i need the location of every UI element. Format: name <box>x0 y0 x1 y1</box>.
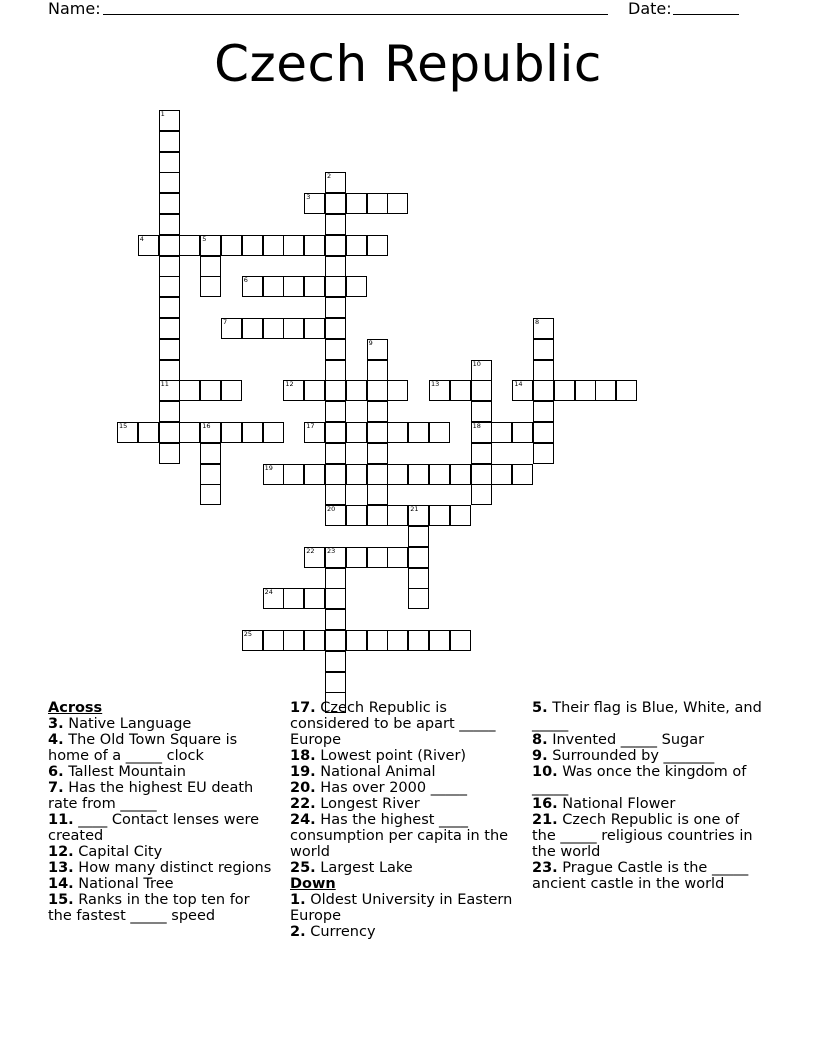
cell-number: 3 <box>306 193 311 202</box>
cell-number: 20 <box>327 505 336 514</box>
clue-number: 7. <box>48 780 64 796</box>
grid-cell[interactable] <box>159 318 180 339</box>
clue <box>48 892 276 924</box>
across-clues-part-1 <box>48 716 276 924</box>
clue <box>532 860 767 892</box>
grid-cell[interactable] <box>512 464 533 485</box>
clue-text: Czech Republic is considered to be apart _____ Europe <box>290 700 496 748</box>
clue <box>48 876 276 892</box>
clue-number: 8. <box>532 732 548 748</box>
clue <box>48 780 276 812</box>
grid-cell[interactable] <box>346 380 367 401</box>
clue-number: 18. <box>290 748 316 764</box>
clue-number: 6. <box>48 764 64 780</box>
clue-number: 22. <box>290 796 316 812</box>
clue <box>532 812 767 860</box>
clue <box>290 812 518 860</box>
grid-cell[interactable] <box>325 422 346 443</box>
grid-cell[interactable] <box>159 276 180 297</box>
clue-number: 25. <box>290 860 316 876</box>
clue <box>532 700 767 732</box>
grid-cell[interactable] <box>450 464 471 485</box>
grid-cell[interactable] <box>387 505 408 526</box>
clue <box>290 924 518 940</box>
grid-cell[interactable] <box>471 401 492 422</box>
grid-cell[interactable] <box>367 380 388 401</box>
grid-cell[interactable] <box>512 422 533 443</box>
down-clues-part-2 <box>532 700 767 892</box>
clue-text: Oldest University in Eastern Europe <box>290 892 513 924</box>
cell-number: 14 <box>514 380 523 389</box>
cell-number: 15 <box>119 422 128 430</box>
grid-cell[interactable] <box>159 152 180 173</box>
grid-cell[interactable] <box>242 318 263 339</box>
grid-cell[interactable] <box>429 505 450 526</box>
clue-text: Tallest Mountain <box>63 764 186 780</box>
grid-cell[interactable] <box>554 380 575 401</box>
clue <box>290 860 518 876</box>
clue-text: Surrounded by _______ <box>547 748 715 764</box>
grid-cell[interactable] <box>367 464 388 485</box>
cell-number: 11 <box>160 380 169 389</box>
clue <box>290 892 518 924</box>
clue-text: Has over 2000 _____ <box>315 780 467 796</box>
clue <box>48 716 276 732</box>
across-heading: Across <box>48 700 103 716</box>
grid-cell[interactable] <box>159 360 180 381</box>
clue-text: ____ Contact lenses were created <box>48 812 260 844</box>
grid-cell[interactable] <box>408 630 429 651</box>
grid-cell[interactable] <box>283 588 304 609</box>
date-label: Date: <box>628 0 672 18</box>
grid-cell[interactable] <box>283 276 304 297</box>
grid-cell[interactable] <box>471 443 492 464</box>
grid-cell[interactable] <box>179 380 200 401</box>
clue-text: Invented _____ Sugar <box>547 732 705 748</box>
clue-text: National Animal <box>315 764 436 780</box>
clue <box>48 860 276 876</box>
grid-cell[interactable] <box>325 235 346 256</box>
grid-cell[interactable] <box>346 276 367 297</box>
name-label: Name: <box>48 0 101 18</box>
cell-number: 4 <box>139 234 144 243</box>
cell-number: 2 <box>327 172 332 181</box>
grid-cell[interactable] <box>304 464 325 485</box>
grid-cell[interactable] <box>159 339 180 360</box>
clue-text: Prague Castle is the _____ ancient castle in the world <box>532 860 749 892</box>
grid-cell[interactable] <box>221 235 242 256</box>
clue-text: How many distinct regions <box>73 860 272 876</box>
grid-cell[interactable] <box>533 380 554 401</box>
grid-cell[interactable] <box>283 235 304 256</box>
grid-cell[interactable] <box>304 588 325 609</box>
clue-text: Czech Republic is one of the _____ religious countries in the world <box>532 812 753 860</box>
grid-cell[interactable] <box>325 193 346 214</box>
clue <box>48 764 276 780</box>
grid-cell[interactable] <box>387 380 408 401</box>
grid-cell[interactable] <box>408 464 429 485</box>
grid-cell[interactable] <box>159 443 180 464</box>
clue <box>532 764 767 796</box>
cell-number: 7 <box>223 318 228 326</box>
clue <box>48 732 276 764</box>
grid-cell[interactable] <box>325 568 346 589</box>
grid-cell[interactable] <box>283 318 304 339</box>
grid-cell[interactable] <box>325 214 346 235</box>
clue-number: 15. <box>48 892 74 908</box>
grid-cell[interactable] <box>387 193 408 214</box>
puzzle-title: Czech Republic <box>214 35 602 93</box>
grid-cell[interactable] <box>263 276 284 297</box>
grid-cell[interactable] <box>533 339 554 360</box>
grid-cell[interactable] <box>242 422 263 443</box>
grid-cell[interactable] <box>263 630 284 651</box>
clue-number: 10. <box>532 764 558 780</box>
clue-text: Has the highest EU death rate from _____ <box>48 780 254 812</box>
grid-cell[interactable] <box>159 131 180 152</box>
clue-number: 5. <box>532 700 548 716</box>
cell-number: 12 <box>285 380 294 389</box>
grid-cell[interactable] <box>367 401 388 422</box>
clue-number: 23. <box>532 860 558 876</box>
cell-number: 6 <box>243 276 248 285</box>
grid-cell[interactable] <box>491 422 512 443</box>
grid-cell[interactable] <box>304 630 325 651</box>
clue-number: 19. <box>290 764 316 780</box>
clue <box>290 700 518 748</box>
cell-number: 18 <box>472 422 481 430</box>
grid-cell[interactable] <box>159 172 180 193</box>
grid-cell[interactable] <box>367 193 388 214</box>
grid-cell[interactable] <box>200 380 221 401</box>
grid-cell[interactable] <box>450 505 471 526</box>
across-clues-part-2 <box>290 700 518 876</box>
grid-cell[interactable] <box>346 193 367 214</box>
clue-text: Lowest point (River) <box>315 748 467 764</box>
grid-cell[interactable] <box>387 422 408 443</box>
grid-cell[interactable] <box>325 380 346 401</box>
grid-cell[interactable] <box>325 609 346 630</box>
grid-cell[interactable] <box>159 297 180 318</box>
cell-number: 8 <box>535 318 540 326</box>
grid-cell[interactable] <box>263 422 284 443</box>
clue-number: 3. <box>48 716 64 732</box>
grid-cell[interactable] <box>429 422 450 443</box>
clue-number: 4. <box>48 732 64 748</box>
clue-number: 12. <box>48 844 74 860</box>
clue <box>48 844 276 860</box>
grid-cell[interactable] <box>159 401 180 422</box>
clue-text: National Tree <box>73 876 174 892</box>
grid-cell[interactable] <box>367 235 388 256</box>
grid-cell[interactable] <box>408 547 429 568</box>
grid-cell[interactable] <box>346 630 367 651</box>
grid-cell[interactable] <box>367 360 388 381</box>
grid-cell[interactable] <box>367 422 388 443</box>
grid-cell[interactable] <box>595 380 616 401</box>
clue-text: Ranks in the top ten for the fastest _____ speed <box>48 892 250 924</box>
grid-cell[interactable] <box>346 422 367 443</box>
grid-cell[interactable] <box>200 484 221 505</box>
cell-number: 24 <box>264 588 273 597</box>
grid-cell[interactable] <box>325 339 346 360</box>
clue-number: 20. <box>290 780 316 796</box>
clue <box>290 780 518 796</box>
grid-cell[interactable] <box>575 380 596 401</box>
grid-cell[interactable] <box>179 235 200 256</box>
clue-number: 11. <box>48 812 74 828</box>
grid-cell[interactable] <box>159 422 180 443</box>
grid-cell[interactable] <box>367 484 388 505</box>
grid-cell[interactable] <box>325 297 346 318</box>
grid-cell[interactable] <box>450 630 471 651</box>
grid-cell[interactable] <box>408 588 429 609</box>
clue <box>48 812 276 844</box>
clue-number: 24. <box>290 812 316 828</box>
cell-number: 13 <box>431 380 440 389</box>
grid-cell[interactable] <box>325 588 346 609</box>
cell-number: 16 <box>202 422 211 430</box>
grid-cell[interactable] <box>346 235 367 256</box>
clue-column-1 <box>48 700 276 924</box>
cell-number: 23 <box>327 546 336 555</box>
cell-number: 19 <box>264 463 273 472</box>
grid-cell[interactable] <box>450 380 471 401</box>
clue <box>532 732 767 748</box>
grid-cell[interactable] <box>304 276 325 297</box>
grid-cell[interactable] <box>325 464 346 485</box>
clue-text: National Flower <box>557 796 676 812</box>
grid-cell[interactable] <box>221 422 242 443</box>
grid-cell[interactable] <box>325 443 346 464</box>
grid-cell[interactable] <box>325 318 346 339</box>
clue-text: Has the highest ____ consumption per capita in the world <box>290 812 509 860</box>
grid-cell[interactable] <box>471 464 492 485</box>
cell-number: 1 <box>160 110 165 118</box>
grid-cell[interactable] <box>263 235 284 256</box>
cell-number: 5 <box>202 234 207 243</box>
clue-text: The Old Town Square is home of a _____ clock <box>48 732 238 764</box>
grid-cell[interactable] <box>387 464 408 485</box>
grid-cell[interactable] <box>159 193 180 214</box>
grid-cell[interactable] <box>408 526 429 547</box>
grid-cell[interactable] <box>200 464 221 485</box>
grid-cell[interactable] <box>346 464 367 485</box>
grid-cell[interactable] <box>304 235 325 256</box>
grid-cell[interactable] <box>325 401 346 422</box>
clue <box>532 796 767 812</box>
clue-text: Was once the kingdom of _____ <box>532 764 747 796</box>
grid-cell[interactable] <box>283 630 304 651</box>
grid-cell[interactable] <box>616 380 637 401</box>
grid-cell[interactable] <box>533 443 554 464</box>
grid-cell[interactable] <box>159 235 180 256</box>
grid-cell[interactable] <box>325 256 346 277</box>
grid-cell[interactable] <box>200 256 221 277</box>
grid-cell[interactable] <box>533 422 554 443</box>
grid-cell[interactable] <box>491 464 512 485</box>
grid-cell[interactable] <box>429 630 450 651</box>
grid-cell[interactable] <box>367 443 388 464</box>
grid-cell[interactable] <box>325 630 346 651</box>
grid-cell[interactable] <box>179 422 200 443</box>
clue-number: 1. <box>290 892 306 908</box>
clue-text: Capital City <box>73 844 163 860</box>
cell-number: 21 <box>410 505 419 514</box>
clue-text: Native Language <box>63 716 192 732</box>
grid-cell[interactable] <box>304 318 325 339</box>
clue-column-3 <box>532 700 767 892</box>
clue-text: Their flag is Blue, White, and _____ <box>532 700 762 732</box>
clue-column-2 <box>290 700 518 940</box>
grid-cell[interactable] <box>325 484 346 505</box>
grid-cell[interactable] <box>221 380 242 401</box>
grid-cell[interactable] <box>304 380 325 401</box>
clue <box>290 748 518 764</box>
clue-number: 13. <box>48 860 74 876</box>
grid-cell[interactable] <box>138 422 159 443</box>
clue-number: 14. <box>48 876 74 892</box>
clue-number: 16. <box>532 796 558 812</box>
grid-cell[interactable] <box>325 276 346 297</box>
grid-cell[interactable] <box>471 380 492 401</box>
grid-cell[interactable] <box>387 630 408 651</box>
grid-cell[interactable] <box>471 484 492 505</box>
grid-cell[interactable] <box>367 630 388 651</box>
grid-cell[interactable] <box>346 547 367 568</box>
cell-number: 25 <box>243 630 253 638</box>
grid-cell[interactable] <box>200 443 221 464</box>
grid-cell[interactable] <box>367 547 388 568</box>
grid-cell[interactable] <box>200 276 221 297</box>
clue <box>532 748 767 764</box>
grid-cell[interactable] <box>325 360 346 381</box>
clue-number: 9. <box>532 748 548 764</box>
clue-text: Longest River <box>315 796 420 812</box>
cell-number: 22 <box>306 546 315 555</box>
grid-cell[interactable] <box>533 401 554 422</box>
grid-cell[interactable] <box>429 464 450 485</box>
cell-number: 10 <box>472 359 481 368</box>
clue-number: 2. <box>290 924 306 940</box>
clue <box>290 764 518 780</box>
down-clues-part-1 <box>290 892 518 940</box>
grid-cell[interactable] <box>263 318 284 339</box>
grid-cell[interactable] <box>533 360 554 381</box>
grid-cell[interactable] <box>325 651 346 672</box>
grid-cell[interactable] <box>159 214 180 235</box>
clue-number: 17. <box>290 700 316 716</box>
grid-cell[interactable] <box>346 505 367 526</box>
grid-cell[interactable] <box>387 547 408 568</box>
clue <box>290 796 518 812</box>
down-heading: Down <box>290 876 336 892</box>
grid-cell[interactable] <box>367 505 388 526</box>
cell-number: 17 <box>306 422 315 430</box>
grid-cell[interactable] <box>159 256 180 277</box>
grid-cell[interactable] <box>325 672 346 693</box>
grid-cell[interactable] <box>408 422 429 443</box>
clue-text: Currency <box>305 924 376 940</box>
grid-cell[interactable] <box>242 235 263 256</box>
grid-cell[interactable] <box>283 464 304 485</box>
clue-text: Largest Lake <box>315 860 413 876</box>
grid-cell[interactable] <box>408 568 429 589</box>
clue-number: 21. <box>532 812 558 828</box>
cell-number: 9 <box>368 338 373 347</box>
